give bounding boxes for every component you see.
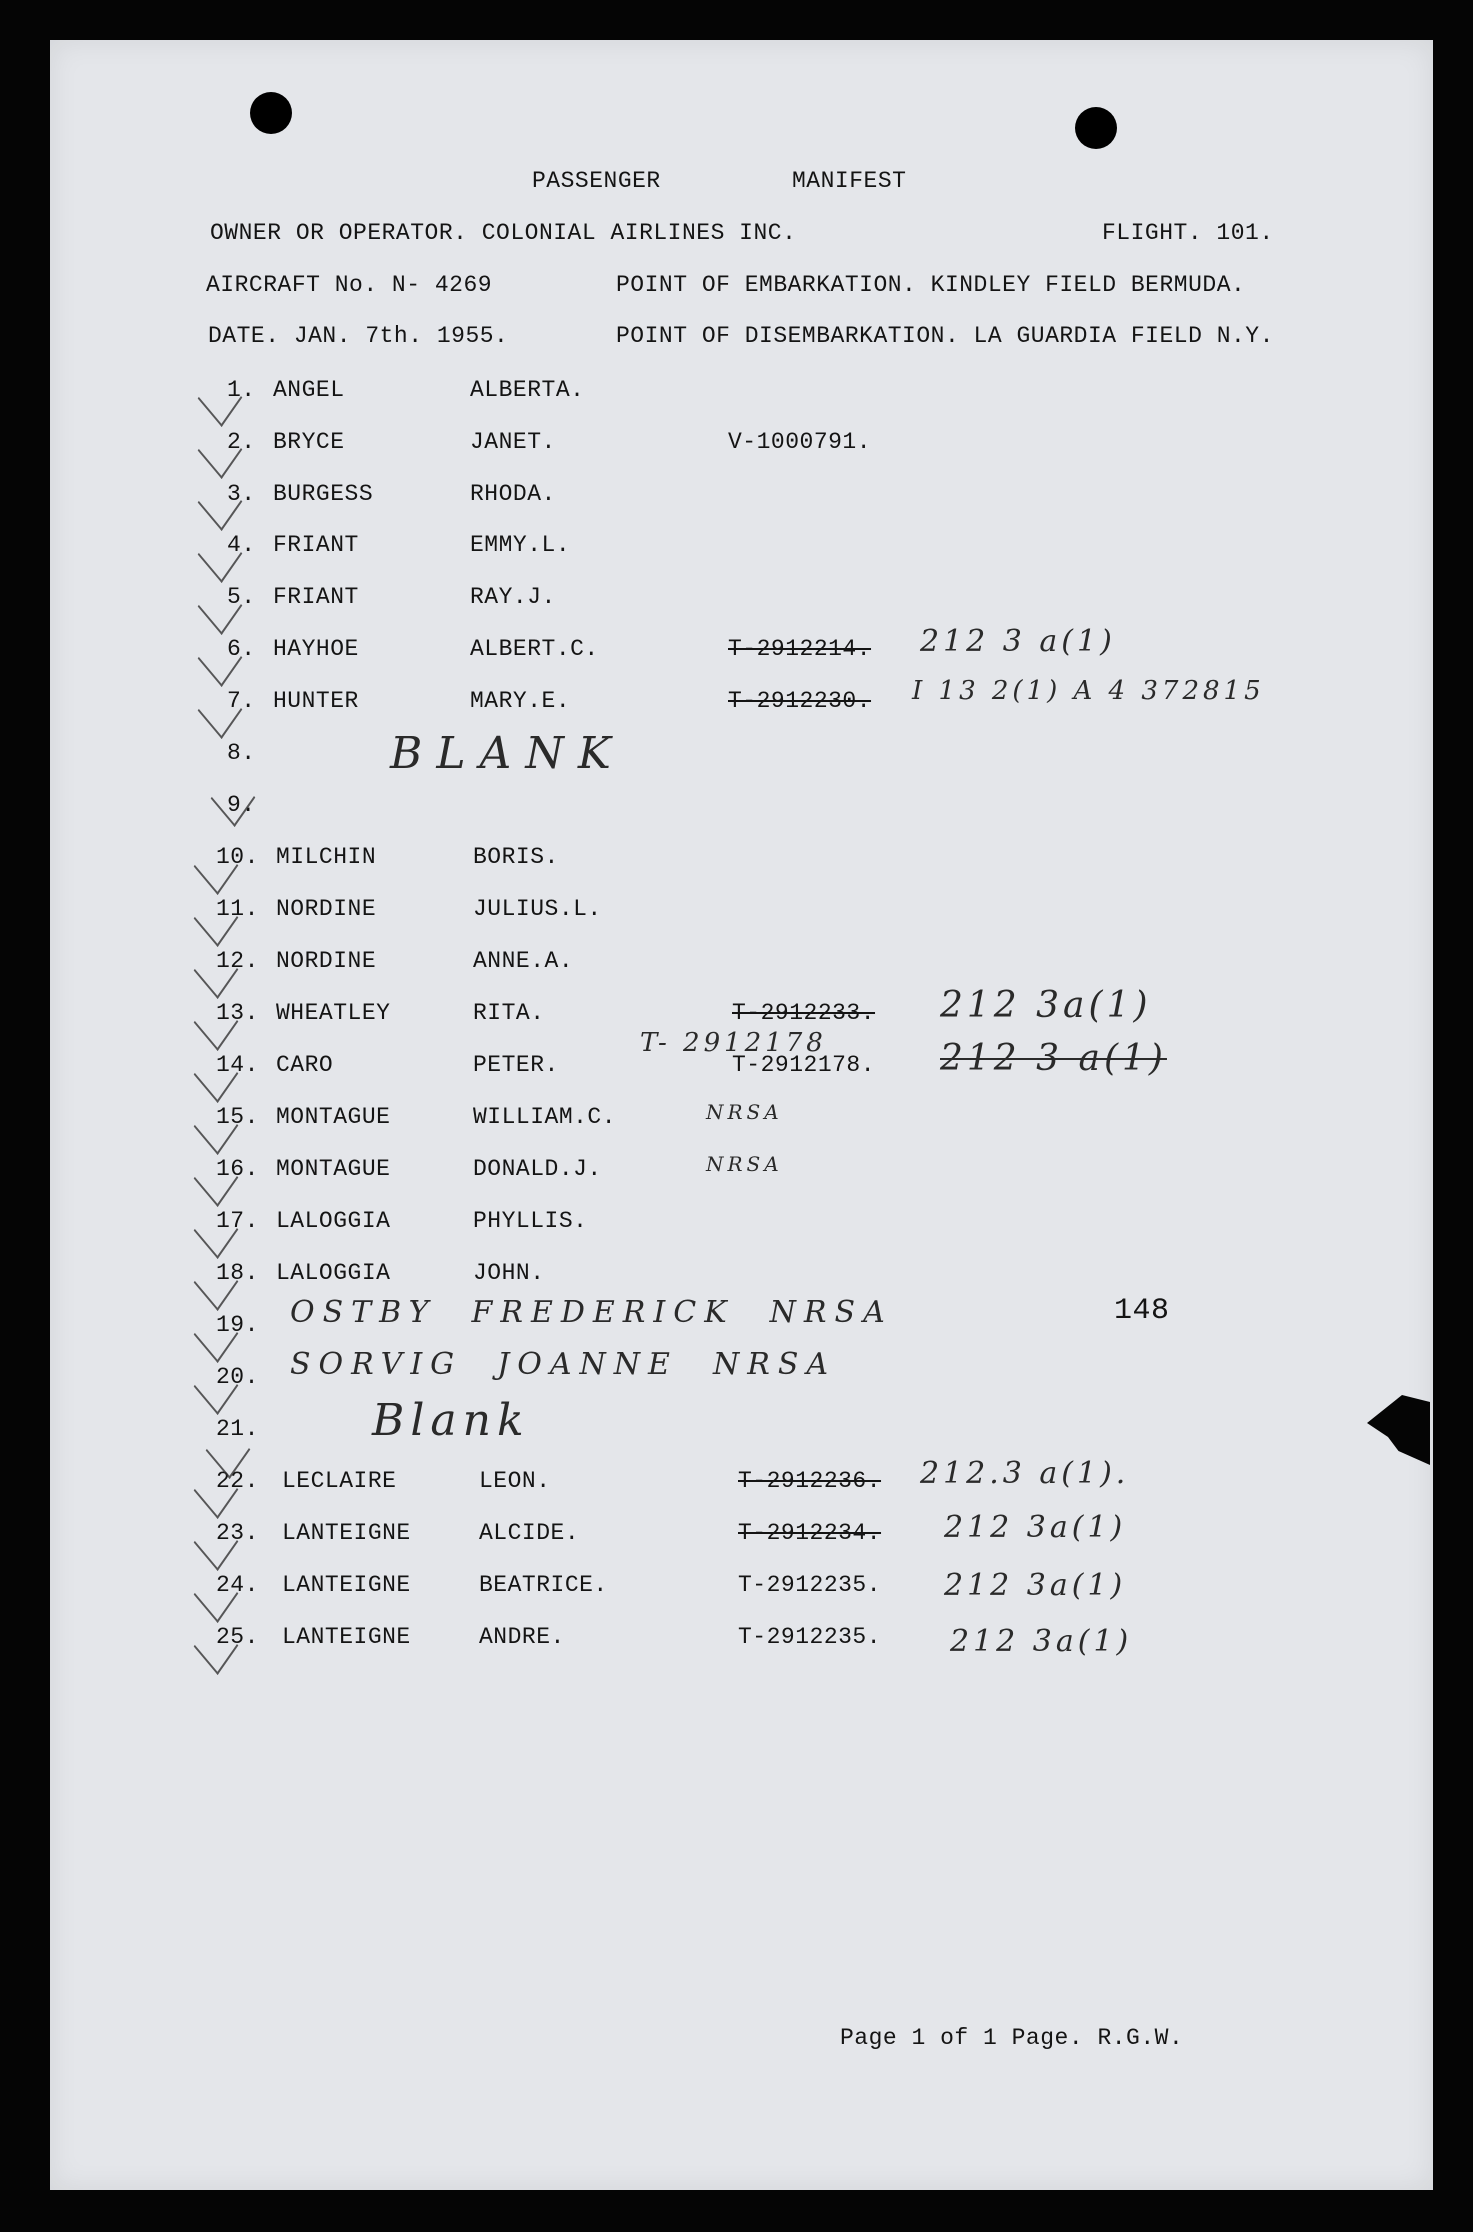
row-number: 13. [216,1000,259,1026]
last-name: NORDINE [276,948,377,974]
row-number: 19. [216,1312,259,1338]
date-line: DATE. JAN. 7th. 1955. [208,323,509,349]
row-number: 9. [227,792,256,818]
row-number: 12. [216,948,259,974]
row-number: 7. [227,688,256,714]
handwritten-note: 212 3a(1) [944,1568,1127,1603]
handwritten-note: NRSA [706,1152,783,1176]
handwritten-blank: BLANK [390,728,625,779]
last-name: NORDINE [276,896,377,922]
row-number: 6. [227,636,256,662]
row-number: 17. [216,1208,259,1234]
handwritten-note: 212 3a(1) [940,985,1152,1026]
first-name: RAY.J. [470,584,556,610]
last-name: BURGESS [273,481,374,507]
handwritten-document-number: T- 2912178 [640,1028,827,1058]
title-manifest: MANIFEST [792,168,907,194]
first-name: PETER. [473,1052,559,1078]
last-name: HUNTER [273,688,359,714]
punch-hole-right [1075,107,1117,149]
document-number: T-2912234. [738,1520,882,1546]
row-number: 18. [216,1260,259,1286]
row-number: 3. [227,481,256,507]
first-name: WILLIAM.C. [473,1104,617,1130]
handwritten-note: 212 3 a(1) [920,624,1116,659]
owner-line: OWNER OR OPERATOR. COLONIAL AIRLINES INC. [210,220,797,246]
row-number: 16. [216,1156,259,1182]
handwritten-blank: Blank [372,1395,530,1446]
last-name: WHEATLEY [276,1000,391,1026]
document-number: T-2912233. [732,1000,876,1026]
handwritten-note: 212 3a(1) [950,1624,1133,1659]
first-name: JANET. [470,429,556,455]
first-name: PHYLLIS. [473,1208,588,1234]
last-name: CARO [276,1052,334,1078]
document-number: T-2912235. [738,1572,882,1598]
last-name: MONTAGUE [276,1156,391,1182]
row-number: 23. [216,1520,259,1546]
handwritten-note: 212 3 a(1) [940,1038,1167,1079]
last-name: LANTEIGNE [282,1624,411,1650]
row-number: 2. [227,429,256,455]
row-number: 25. [216,1624,259,1650]
first-name: BEATRICE. [479,1572,608,1598]
title-passenger: PASSENGER [532,168,661,194]
last-name: LALOGGIA [276,1208,391,1234]
first-name: RITA. [473,1000,545,1026]
document-number: T-2912214. [728,636,872,662]
first-name: DONALD.J. [473,1156,602,1182]
page-number: 148 [1114,1294,1170,1328]
first-name: ALBERTA. [470,377,585,403]
last-name: MONTAGUE [276,1104,391,1130]
last-name: FRIANT [273,532,359,558]
first-name: JULIUS.L. [473,896,602,922]
handwritten-note: 212 3a(1) [944,1510,1127,1545]
handwritten-passenger: SORVIG JOANNE NRSA [290,1347,837,1382]
handwritten-note: 212.3 a(1). [920,1456,1130,1491]
last-name: BRYCE [273,429,345,455]
last-name: LALOGGIA [276,1260,391,1286]
first-name: ANDRE. [479,1624,565,1650]
document-number: T-2912230. [728,688,872,714]
first-name: LEON. [479,1468,551,1494]
row-number: 24. [216,1572,259,1598]
document-number: V-1000791. [728,429,872,455]
last-name: MILCHIN [276,844,377,870]
punch-hole-left [250,92,292,134]
last-name: FRIANT [273,584,359,610]
last-name: ANGEL [273,377,345,403]
handwritten-passenger: OSTBY FREDERICK NRSA [290,1295,893,1330]
first-name: ALCIDE. [479,1520,580,1546]
row-number: 5. [227,584,256,610]
document-number: T-2912235. [738,1624,882,1650]
embarkation-line: POINT OF EMBARKATION. KINDLEY FIELD BERMUDA. [616,272,1246,298]
row-number: 1. [227,377,256,403]
row-number: 10. [216,844,259,870]
first-name: BORIS. [473,844,559,870]
last-name: HAYHOE [273,636,359,662]
first-name: RHODA. [470,481,556,507]
disembarkation-line: POINT OF DISEMBARKATION. LA GUARDIA FIELD N.Y. [616,323,1274,349]
document-number: T-2912178. [732,1052,876,1078]
handwritten-note: I 13 2(1) A 4 372815 [912,676,1265,706]
flight-line: FLIGHT. 101. [1102,220,1274,246]
row-number: 22. [216,1468,259,1494]
handwritten-note: NRSA [706,1100,783,1124]
first-name: EMMY.L. [470,532,571,558]
first-name: ALBERT.C. [470,636,599,662]
document-number: T-2912236. [738,1468,882,1494]
row-number: 15. [216,1104,259,1130]
last-name: LANTEIGNE [282,1572,411,1598]
row-number: 20. [216,1364,259,1390]
row-number: 4. [227,532,256,558]
last-name: LANTEIGNE [282,1520,411,1546]
row-number: 11. [216,896,259,922]
last-name: LECLAIRE [282,1468,397,1494]
first-name: ANNE.A. [473,948,574,974]
first-name: JOHN. [473,1260,545,1286]
row-number: 8. [227,740,256,766]
row-number: 21. [216,1416,259,1442]
row-number: 14. [216,1052,259,1078]
manifest-page [50,40,1433,2190]
check-mark [211,769,256,827]
first-name: MARY.E. [470,688,571,714]
page-footer: Page 1 of 1 Page. R.G.W. [840,2025,1184,2051]
aircraft-line: AIRCRAFT No. N- 4269 [206,272,493,298]
